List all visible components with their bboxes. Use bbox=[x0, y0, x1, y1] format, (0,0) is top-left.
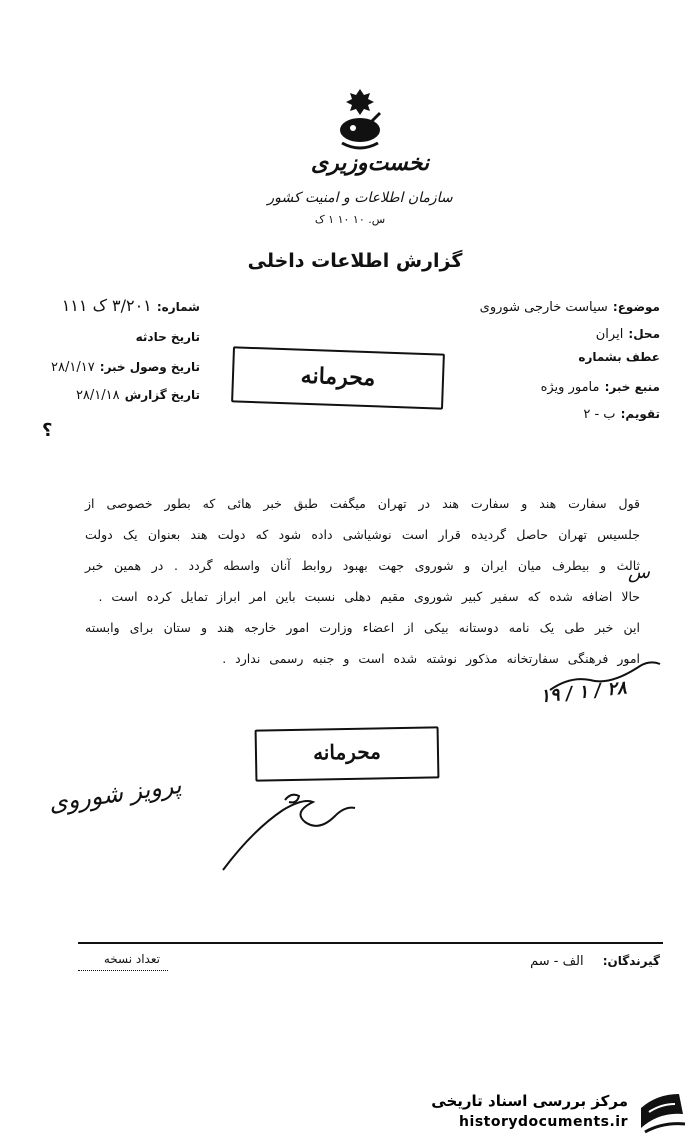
report-type-title: گزارش اطلاعات داخلی bbox=[247, 250, 463, 272]
body-paragraph-1: قول سفارت هند و سفارت هند در تهران میگفت طبق خبر هائی که بطور خصوصی از جلسیس تهران حاصل گردیده قرار است نوشیاشی داده شود که دولت هند بعنوان یک دولت ثالث و بیطرف میان ایران و شوروی جهت بهبود روابط آنان واسطه گردد . در همین خبر حالا اضافه شده که سفیر کبیر شوروی مقیم دهلی نسبت باین امر ابراز تمایل کرده است . bbox=[85, 496, 640, 604]
footer-divider bbox=[78, 942, 663, 944]
report-date-label: تاریخ گزارش bbox=[124, 388, 200, 402]
logo-center-name: مرکز بررسی اسناد تاریخی bbox=[431, 1092, 628, 1110]
number-field bbox=[20, 296, 200, 315]
history-documents-logo bbox=[420, 1088, 695, 1140]
question-mark: ؟ bbox=[42, 420, 53, 441]
document-code: س. ۱۰ ۱۰ ۱ ک bbox=[314, 213, 386, 226]
source-label: منبع خبر: bbox=[604, 380, 660, 394]
source-value: مامور ویژه bbox=[540, 380, 600, 395]
subject-label: موضوع: bbox=[612, 300, 660, 314]
body-paragraph-2: این خبر طی یک نامه دوستانه بیکی از اعضاء وزارت امور خارجه هند و ستان برای وابسته امور فرهنگی سفارتخانه مذکور نوشته شده است و جنبه رسمی ندارد . bbox=[85, 620, 640, 666]
book-logo-icon bbox=[635, 1088, 690, 1138]
report-date-value: ۲۸/۱/۱۸ bbox=[75, 388, 120, 403]
receipt-date-value: ۲۸/۱/۱۷ bbox=[51, 360, 95, 375]
receipt-date-field bbox=[15, 356, 200, 375]
handwritten-signature-scribble bbox=[215, 770, 365, 880]
location-value: ایران bbox=[595, 327, 624, 342]
margin-mark: س bbox=[628, 562, 650, 583]
event-date-label: تاریخ حادثه bbox=[135, 330, 200, 344]
ministry-title: نخست‌وزیری bbox=[310, 150, 430, 176]
evaluation-label: تقویم: bbox=[620, 407, 660, 421]
signature-name: پرویز شوروی bbox=[46, 770, 184, 818]
handwritten-date: ۱۹ / ۱ / ۲۸ bbox=[539, 677, 628, 708]
confidential-stamp-top-text: محرمانه bbox=[300, 362, 376, 392]
evaluation-field bbox=[540, 403, 660, 422]
reference-label: عطف بشماره bbox=[578, 350, 660, 364]
confidential-stamp-top bbox=[231, 346, 445, 409]
copies-line bbox=[78, 970, 168, 971]
confidential-stamp-bottom-text: محرمانه bbox=[312, 739, 382, 765]
recipients-value: الف - سم bbox=[530, 954, 584, 969]
receipt-date-label: تاریخ وصول خبر: bbox=[99, 360, 200, 374]
copies-label: تعداد نسخه bbox=[103, 952, 160, 966]
subject-value: سیاست خارجی شوروی bbox=[479, 300, 608, 315]
organization-name: سازمان اطلاعات و امنیت کشور bbox=[267, 190, 453, 206]
subject-field bbox=[420, 296, 660, 315]
evaluation-value: ب - ۲ bbox=[583, 407, 616, 422]
recipients-field bbox=[460, 950, 660, 969]
report-date-field bbox=[20, 384, 200, 403]
location-label: محل: bbox=[628, 327, 660, 341]
number-label: شماره: bbox=[156, 300, 200, 314]
lion-and-sun-emblem-icon bbox=[330, 85, 390, 155]
location-field bbox=[480, 323, 660, 342]
recipients-label: گیرندگان: bbox=[602, 954, 660, 968]
source-field bbox=[490, 376, 660, 395]
logo-website: historydocuments.ir bbox=[459, 1114, 628, 1130]
number-value: ۳/۲۰۱ ک ۱۱۱ bbox=[61, 296, 152, 315]
